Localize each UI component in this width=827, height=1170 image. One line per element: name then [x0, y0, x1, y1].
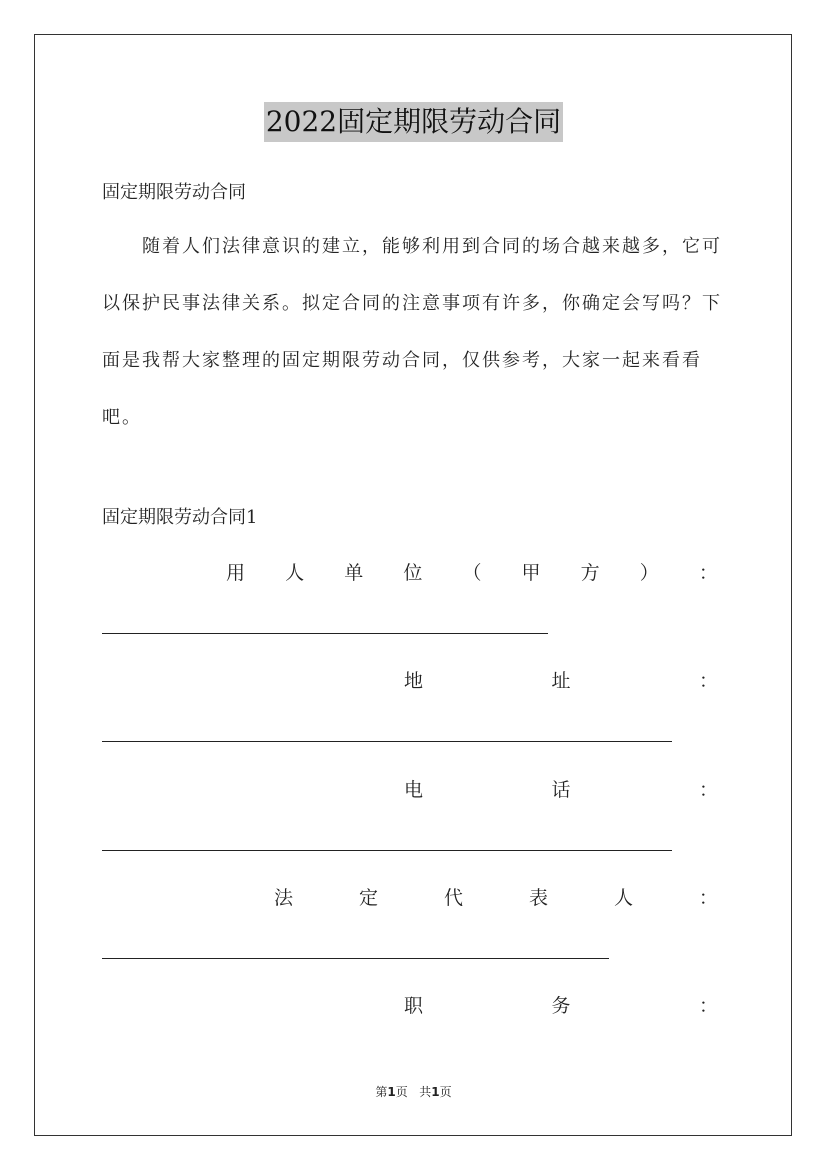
position-char: ：: [698, 995, 718, 1017]
address-blank-line: [102, 741, 672, 742]
phone-char: ：: [698, 779, 718, 801]
phone-char: 话: [551, 779, 571, 801]
section-heading: 固定期限劳动合同1: [102, 507, 258, 528]
position-label: [404, 994, 718, 1018]
employer-char: ：: [698, 562, 718, 584]
address-char: 地: [404, 670, 424, 692]
employer-char: 单: [344, 562, 364, 584]
legal-rep-char: 定: [358, 887, 378, 909]
address-char: 址: [551, 670, 571, 692]
address-char: ：: [698, 670, 718, 692]
employer-char: 甲: [521, 562, 541, 584]
footer-page-number: 1: [387, 1085, 396, 1099]
employer-blank-line: [102, 633, 548, 634]
position-char: 务: [551, 995, 571, 1017]
legal-rep-char: 法: [274, 887, 294, 909]
legal-rep-blank-line: [102, 958, 609, 959]
address-label: [404, 669, 718, 693]
employer-char: 位: [403, 562, 423, 584]
footer-page-suffix: 页: [395, 1085, 408, 1099]
footer-total-suffix: 页: [439, 1085, 452, 1099]
legal-rep-char: 表: [528, 887, 548, 909]
legal-rep-label: [274, 886, 718, 910]
page-footer: [0, 1084, 827, 1100]
employer-char: ）: [639, 562, 659, 584]
phone-char: 电: [404, 779, 424, 801]
employer-label: [226, 561, 718, 585]
legal-rep-char: ：: [698, 887, 718, 909]
employer-char: 人: [285, 562, 305, 584]
employer-char: 用: [226, 562, 246, 584]
title-block: [0, 102, 827, 142]
intro-paragraph: 随着人们法律意识的建立，能够利用到合同的场合越来越多，它可以保护民事法律关系。拟定合同的注意事项有许多，你确定会写吗？下面是我帮大家整理的固定期限劳动合同，仅供参考，大家一起来看看吧。: [102, 236, 722, 428]
phone-label: [404, 778, 718, 802]
footer-page-prefix: 第: [375, 1085, 388, 1099]
footer-total-number: 1: [431, 1085, 440, 1099]
document-title: 2022固定期限劳动合同: [264, 102, 563, 142]
employer-char: （: [462, 562, 482, 584]
position-char: 职: [404, 995, 424, 1017]
subtitle: 固定期限劳动合同: [102, 182, 246, 203]
footer-total-prefix: 共: [419, 1085, 432, 1099]
phone-blank-line: [102, 850, 672, 851]
legal-rep-char: 人: [613, 887, 633, 909]
employer-char: 方: [580, 562, 600, 584]
legal-rep-char: 代: [443, 887, 463, 909]
